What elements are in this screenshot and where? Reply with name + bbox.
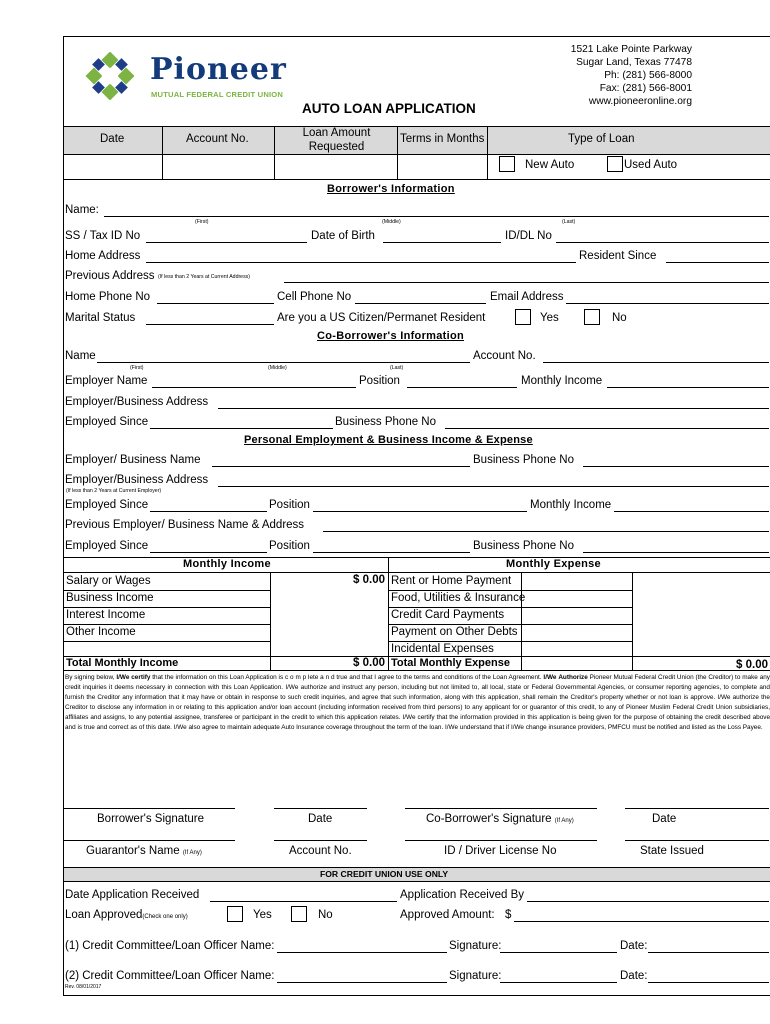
bus-phone2-label: Business Phone No bbox=[473, 540, 575, 552]
approved-amount-field[interactable] bbox=[514, 921, 769, 922]
dob-label: Date of Birth bbox=[311, 230, 375, 242]
coborrower-sig-label bbox=[426, 813, 574, 825]
co-account-field[interactable] bbox=[543, 362, 769, 363]
emp-since2-field[interactable] bbox=[150, 552, 267, 553]
loan-approved-no-label: No bbox=[318, 909, 333, 921]
co-employer-label: Employer Name bbox=[65, 375, 148, 387]
guarantor-if-any-hint: (If Any) bbox=[182, 850, 202, 856]
committee1-label: (1) Credit Committee/Loan Officer Name: bbox=[65, 940, 275, 952]
borrower-heading: Borrower's Information bbox=[327, 183, 455, 195]
coborrower-signature-field[interactable] bbox=[405, 808, 597, 809]
guarantor-text: Guarantor's Name bbox=[86, 845, 180, 857]
marital-label: Marital Status bbox=[65, 312, 136, 324]
id-license-label: ID / Driver License No bbox=[444, 845, 557, 857]
rule bbox=[64, 557, 770, 558]
address-block bbox=[571, 43, 692, 108]
co-name-field[interactable] bbox=[97, 362, 470, 363]
emp-address-field[interactable] bbox=[218, 486, 769, 487]
signature2-field[interactable] bbox=[500, 982, 617, 983]
income-row: Salary or Wages bbox=[66, 575, 151, 587]
co-bus-phone-label: Business Phone No bbox=[335, 416, 437, 428]
guarantor-state-field[interactable] bbox=[625, 840, 769, 841]
date-c1-label: Date: bbox=[620, 940, 648, 952]
ss-field[interactable] bbox=[146, 242, 307, 243]
fax-text: Fax: (281) 566-8001 bbox=[599, 83, 692, 94]
new-auto-checkbox[interactable] bbox=[499, 156, 515, 172]
logo-name: Pioneer bbox=[150, 52, 287, 87]
date-c2-label: Date: bbox=[620, 970, 648, 982]
expense-row: Payment on Other Debts bbox=[391, 626, 518, 638]
received-by-field[interactable] bbox=[527, 901, 769, 902]
state-issued-label: State Issued bbox=[640, 845, 704, 857]
guarantor-field[interactable] bbox=[64, 840, 235, 841]
monthly-income-label: Monthly Income bbox=[530, 499, 612, 511]
address-line2: Sugar Land, Texas 77478 bbox=[576, 57, 692, 68]
requested-label: Requested bbox=[308, 141, 365, 153]
borrower-sig-label: Borrower's Signature bbox=[97, 813, 205, 825]
iddl-field[interactable] bbox=[556, 242, 769, 243]
citizen-yes-label: Yes bbox=[540, 312, 559, 324]
prev-address-label: Previous Address bbox=[65, 270, 155, 282]
personal-heading: Personal Employment & Business Income & Expense bbox=[244, 434, 533, 446]
co-emp-address-field[interactable] bbox=[218, 408, 769, 409]
signature1-field[interactable] bbox=[500, 952, 617, 953]
date-input[interactable] bbox=[64, 155, 161, 178]
legal-authorize: Authorize bbox=[558, 674, 588, 681]
prev-emp-field[interactable] bbox=[323, 531, 769, 532]
co-last-hint: (Last) bbox=[390, 365, 404, 371]
position2-label: Position bbox=[269, 540, 310, 552]
loan-approved-yes-checkbox[interactable] bbox=[227, 906, 243, 922]
ss-label: SS / Tax ID No bbox=[65, 230, 141, 242]
emp-name-field[interactable] bbox=[212, 466, 470, 467]
committee1-field[interactable] bbox=[277, 952, 447, 953]
expense-row: Rent or Home Payment bbox=[391, 575, 512, 587]
guarantor-id-field[interactable] bbox=[405, 840, 597, 841]
prev-emp-label: Previous Employer/ Business Name & Address bbox=[65, 519, 305, 531]
prev-address-note: (If less than 2 Years at Current Address) bbox=[158, 274, 250, 280]
col-loan-amount bbox=[276, 126, 397, 154]
borrower-date-field[interactable] bbox=[274, 808, 367, 809]
rule bbox=[388, 641, 632, 642]
rule bbox=[64, 607, 270, 608]
cell-phone-field[interactable] bbox=[355, 303, 486, 304]
home-phone-field[interactable] bbox=[157, 303, 274, 304]
email-label: Email Address bbox=[490, 291, 564, 303]
rule bbox=[64, 572, 770, 573]
date-c2-field[interactable] bbox=[648, 982, 769, 983]
check-one-hint: (Check one only) bbox=[142, 914, 188, 920]
co-middle-hint: (Middle) bbox=[268, 365, 287, 371]
expense-row: Food, Utilities & Insurance bbox=[391, 592, 526, 604]
emp-since-field[interactable] bbox=[150, 511, 267, 512]
citizen-yes-checkbox[interactable] bbox=[515, 309, 531, 325]
col-terms: Terms in Months bbox=[400, 133, 485, 145]
name-label: Name: bbox=[65, 204, 99, 216]
prev-address-field[interactable] bbox=[284, 282, 769, 283]
date-received-label: Date Application Received bbox=[65, 889, 200, 901]
income-heading: Monthly Income bbox=[183, 558, 271, 570]
guarantor-account-field[interactable] bbox=[274, 840, 367, 841]
new-auto-label: New Auto bbox=[525, 159, 575, 171]
email-field[interactable] bbox=[566, 303, 769, 304]
co-first-hint: (First) bbox=[130, 365, 144, 371]
form-title: AUTO LOAN APPLICATION bbox=[302, 101, 476, 116]
dob-field[interactable] bbox=[383, 242, 501, 243]
iddl-label: ID/DL No bbox=[505, 230, 552, 242]
position2-field[interactable] bbox=[313, 552, 470, 553]
if-any-hint: (If Any) bbox=[554, 818, 574, 824]
received-by-label: Application Received By bbox=[400, 889, 525, 901]
used-auto-checkbox[interactable] bbox=[607, 156, 623, 172]
position-field[interactable] bbox=[313, 511, 527, 512]
committee2-label: (2) Credit Committee/Loan Officer Name: bbox=[65, 970, 275, 982]
date-c1-field[interactable] bbox=[648, 952, 769, 953]
last-hint: (Last) bbox=[562, 219, 576, 225]
rule bbox=[64, 624, 270, 625]
terms-input[interactable] bbox=[398, 155, 486, 178]
loan-approved-yes-label: Yes bbox=[253, 909, 272, 921]
phone-text: Ph: (281) 566-8000 bbox=[604, 70, 692, 81]
coborrower-heading: Co-Borrower's Information bbox=[317, 330, 465, 342]
rule bbox=[64, 126, 770, 127]
expense-row: Credit Card Payments bbox=[391, 609, 505, 621]
revision-note: Rev. 08/01/2017 bbox=[65, 984, 102, 990]
income-total-value: $ 0.00 bbox=[353, 657, 385, 669]
emp-since2-label: Employed Since bbox=[65, 540, 149, 552]
logo-emblem-icon bbox=[82, 52, 146, 100]
loan-amount-label: Loan Amount bbox=[302, 127, 371, 139]
dollar-sign: $ bbox=[505, 909, 512, 921]
approved-amount-label: Approved Amount: bbox=[400, 909, 495, 921]
coborrower-date-field[interactable] bbox=[625, 808, 769, 809]
income-row: Interest Income bbox=[66, 609, 146, 621]
date2-label: Date bbox=[652, 813, 677, 825]
income-row: Other Income bbox=[66, 626, 136, 638]
resident-since-label: Resident Since bbox=[579, 250, 657, 262]
expense-row: Incidental Expenses bbox=[391, 643, 494, 655]
co-emp-since-label: Employed Since bbox=[65, 416, 149, 428]
income-first-value: $ 0.00 bbox=[353, 574, 385, 586]
rule bbox=[64, 179, 770, 180]
expense-total-label: Total Monthly Expense bbox=[391, 657, 510, 669]
co-bus-phone-field[interactable] bbox=[445, 428, 769, 429]
bus-phone2-field[interactable] bbox=[583, 552, 769, 553]
used-auto-label: Used Auto bbox=[624, 159, 678, 171]
co-emp-address-label: Employer/Business Address bbox=[65, 396, 209, 408]
cell-phone-label: Cell Phone No bbox=[277, 291, 352, 303]
name-field[interactable] bbox=[104, 216, 769, 217]
legal-p1: that the information on this Loan Application is c o m p lete a n d true and that I agree to the terms and conditions of the Loan Agreement. bbox=[150, 674, 544, 681]
co-emp-since-field[interactable] bbox=[150, 428, 333, 429]
middle-hint: (Middle) bbox=[382, 219, 401, 225]
co-employer-field[interactable] bbox=[152, 387, 356, 388]
co-income-field[interactable] bbox=[607, 387, 769, 388]
rule bbox=[64, 670, 770, 671]
rule bbox=[64, 590, 270, 591]
cu-use-banner: FOR CREDIT UNION USE ONLY bbox=[320, 869, 449, 879]
legal-lead: By signing below, bbox=[65, 674, 117, 681]
co-position-label: Position bbox=[359, 375, 400, 387]
income-row: Business Income bbox=[66, 592, 154, 604]
emp-address-label: Employer/Business Address bbox=[65, 474, 209, 486]
col-date: Date bbox=[100, 133, 125, 145]
guarantor-label bbox=[86, 845, 202, 857]
loan-approved-text: Loan Approved bbox=[65, 909, 143, 921]
website-link[interactable]: www.pioneeronline.org bbox=[588, 96, 692, 107]
marital-field[interactable] bbox=[146, 324, 274, 325]
co-position-field[interactable] bbox=[407, 387, 517, 388]
col-account: Account No. bbox=[186, 133, 249, 145]
first-hint: (First) bbox=[195, 219, 209, 225]
emp-since-label: Employed Since bbox=[65, 499, 149, 511]
rule bbox=[388, 624, 632, 625]
rule bbox=[487, 126, 488, 179]
account-label: Account No. bbox=[289, 845, 352, 857]
rule bbox=[388, 607, 632, 608]
legal-iwe: I/We bbox=[543, 674, 557, 681]
co-name-label: Name bbox=[65, 350, 96, 362]
expense-total-value: $ 0.00 bbox=[736, 659, 768, 671]
home-phone-label: Home Phone No bbox=[65, 291, 151, 303]
rule bbox=[64, 641, 270, 642]
home-address-field[interactable] bbox=[146, 262, 576, 263]
loan-approved-no-checkbox[interactable] bbox=[291, 906, 307, 922]
bus-phone-label: Business Phone No bbox=[473, 454, 575, 466]
legal-disclosure bbox=[65, 673, 770, 734]
co-income-label: Monthly Income bbox=[521, 375, 603, 387]
legal-p2: Pioneer Mutual Federal Credit Union (the Creditor) to make any credit inquiries it deems necessary in connection with this Loan Application. I/We authorize and instruct any person, including but not limited to, all local, state or Federal Governmental Agencies, or consumer reporting agencies, to complete and furnish the Creditor any information that it may have or obtain in response to such credit inquiries, and agree that such information, along with this application, shall remain the Creditor's property whether or not loan is approve. I/We authorize the Creditor to disclose any information in or relating to this application and/or loan account (including information received from third persons) to any applicant for or guarantor of this credit, to any of Pioneer Muslim Federal Credit Union subsidiaries, affiliates and assigns, to any potential assignee, transferee or participant in the credit to which this application relates. I/We certify that the information provided in this application is being given for the purpose of obtaining the credit described above and is true and correct as of this date. I/We also agree to maintain adequate Auto Insurance coverage throughout the term of the loan. I/We understand that if I/We change insurance providers, PMFCU must be notified and listed as the Loss Payee. bbox=[65, 674, 770, 732]
citizen-no-label: No bbox=[612, 312, 627, 324]
signature1-label: Signature: bbox=[449, 940, 502, 952]
income-total-label: Total Monthly Income bbox=[66, 657, 179, 669]
emp-address-note: (If less than 2 Years at Current Employer) bbox=[66, 488, 162, 494]
legal-certify: I/We certify bbox=[116, 674, 151, 681]
citizen-label: Are you a US Citizen/Permanet Resident bbox=[277, 312, 486, 324]
account-input[interactable] bbox=[163, 155, 273, 178]
resident-since-field[interactable] bbox=[666, 262, 769, 263]
coborrower-sig-text: Co-Borrower's Signature bbox=[426, 813, 552, 825]
co-account-label: Account No. bbox=[473, 350, 536, 362]
date1-label: Date bbox=[308, 813, 333, 825]
citizen-no-checkbox[interactable] bbox=[584, 309, 600, 325]
monthly-income-field[interactable] bbox=[614, 511, 769, 512]
home-address-label: Home Address bbox=[65, 250, 141, 262]
committee2-field[interactable] bbox=[277, 982, 447, 983]
date-received-field[interactable] bbox=[210, 901, 397, 902]
loan-approved-label bbox=[65, 909, 188, 921]
loan-amount-input[interactable] bbox=[275, 155, 396, 178]
signature2-label: Signature: bbox=[449, 970, 502, 982]
emp-name-label: Employer/ Business Name bbox=[65, 454, 201, 466]
address-line1: 1521 Lake Pointe Parkway bbox=[570, 44, 692, 55]
logo-subtitle: MUTUAL FEDERAL CREDIT UNION bbox=[151, 90, 284, 99]
expense-heading: Monthly Expense bbox=[506, 558, 601, 570]
rule bbox=[388, 590, 632, 591]
borrower-signature-field[interactable] bbox=[64, 808, 235, 809]
bus-phone-field[interactable] bbox=[583, 466, 769, 467]
position-label: Position bbox=[269, 499, 310, 511]
col-type-of-loan: Type of Loan bbox=[568, 133, 635, 145]
rule bbox=[388, 557, 389, 670]
